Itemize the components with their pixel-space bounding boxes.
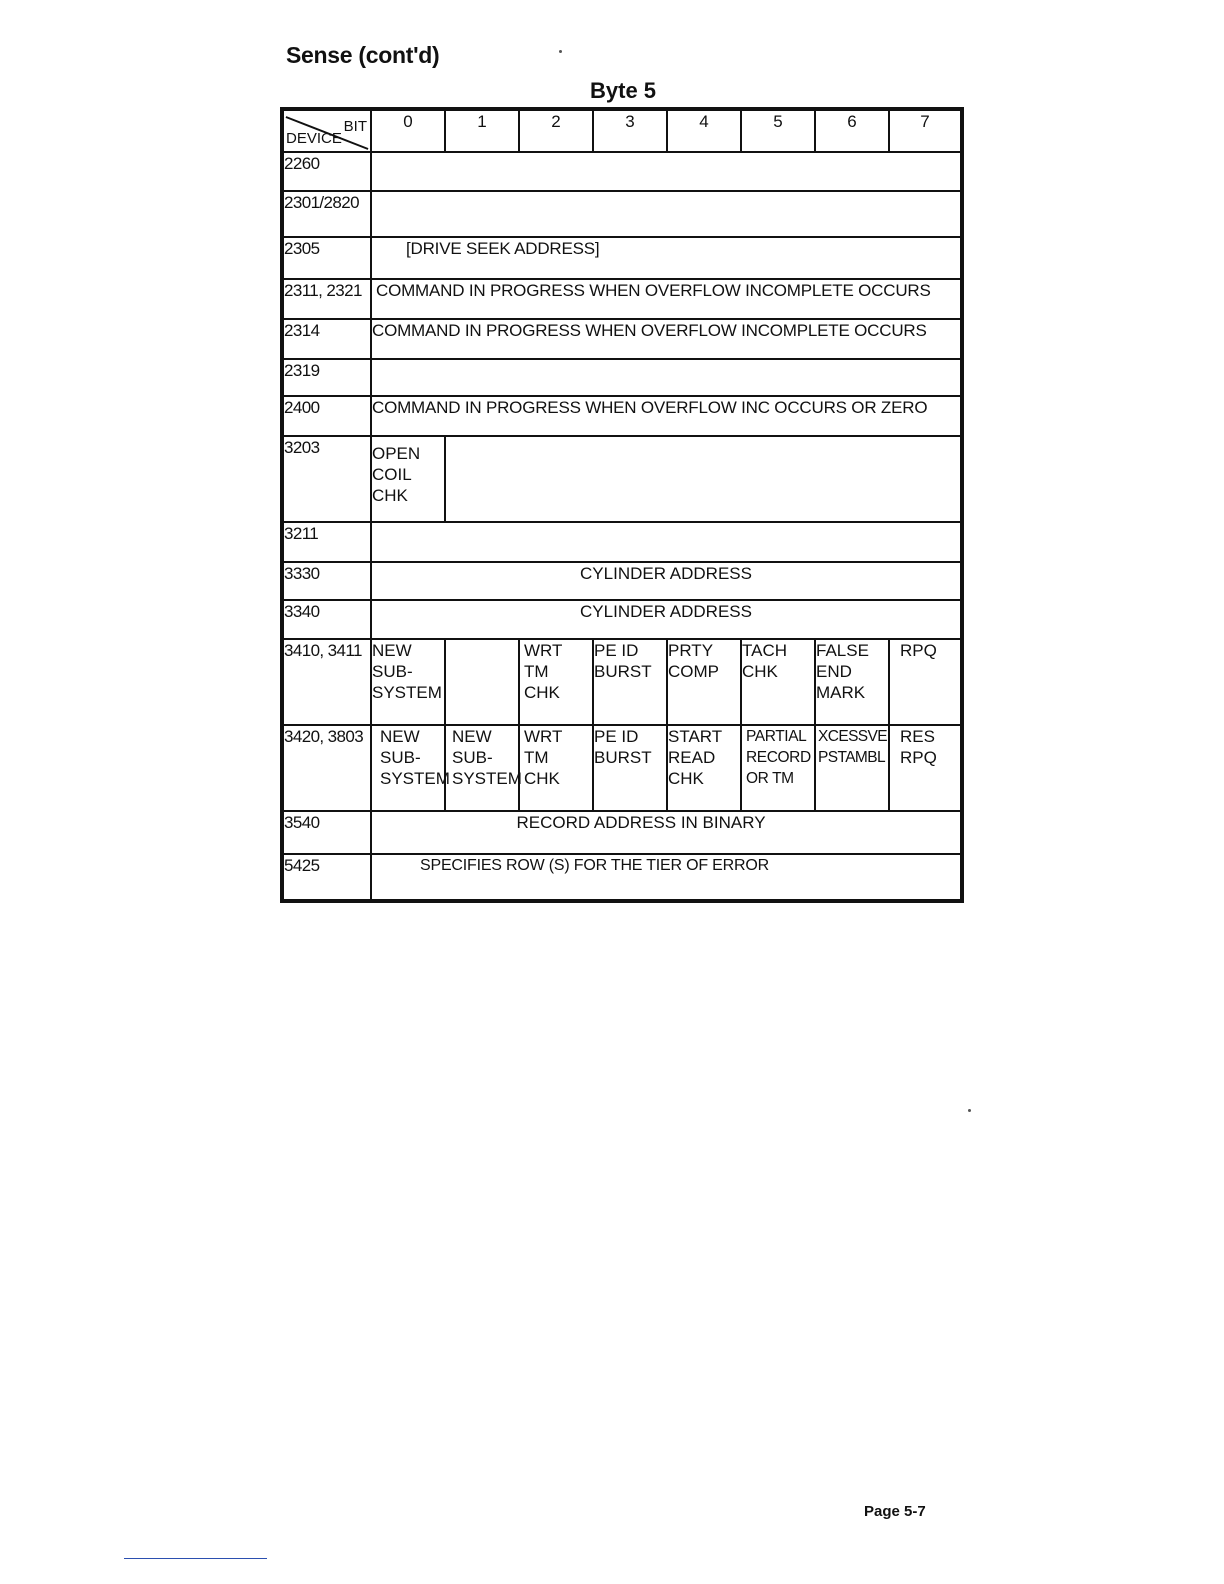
bit-header-3: 3 (593, 109, 667, 152)
bit-cell: PRTY COMP (667, 639, 741, 725)
bit-header-1: 1 (445, 109, 519, 152)
speck-mark (968, 1109, 971, 1112)
span-text-cell: COMMAND IN PROGRESS WHEN OVERFLOW INCOMPLETE OCCURS (371, 319, 962, 359)
bit-header-0: 0 (371, 109, 445, 152)
table-row (282, 725, 962, 811)
empty-span-cell (445, 436, 962, 522)
bit-cell: NEW SUB- SYSTEM (445, 725, 519, 811)
empty-span-cell (371, 522, 962, 562)
bit-header-2: 2 (519, 109, 593, 152)
footnote-rule (124, 1558, 267, 1559)
device-cell: 2311, 2321 (282, 279, 371, 319)
table-row (282, 279, 962, 319)
bit-cell: NEW SUB- SYSTEM (371, 725, 445, 811)
bit-header-6: 6 (815, 109, 889, 152)
table-row (282, 191, 962, 237)
device-cell: 5425 (282, 854, 371, 901)
device-cell: 2260 (282, 152, 371, 191)
table-row (282, 237, 962, 279)
page-number: Page 5-7 (864, 1503, 926, 1520)
bit-cell: WRT TM CHK (519, 725, 593, 811)
bit-label: BIT (343, 118, 367, 135)
table-row (282, 436, 962, 522)
device-cell: 3340 (282, 600, 371, 639)
span-text-cell: COMMAND IN PROGRESS WHEN OVERFLOW INCOMPLETE OCCURS (371, 279, 962, 319)
table-row (282, 854, 962, 901)
device-cell: 2314 (282, 319, 371, 359)
bit-cell: OPEN COIL CHK (371, 436, 445, 522)
table-row (282, 359, 962, 396)
device-cell: 2305 (282, 237, 371, 279)
bit-cell: XCESSVE PSTAMBL (815, 725, 889, 811)
bit-header-4: 4 (667, 109, 741, 152)
span-text-cell: [DRIVE SEEK ADDRESS] (371, 237, 962, 279)
span-text-cell: CYLINDER ADDRESS (371, 562, 962, 600)
bit-cell: RES RPQ (889, 725, 962, 811)
device-label: DEVICE (286, 130, 342, 147)
header-row (282, 109, 962, 152)
table-row (282, 639, 962, 725)
device-cell: 3203 (282, 436, 371, 522)
bit-cell: TACH CHK (741, 639, 815, 725)
device-cell: 2400 (282, 396, 371, 436)
sense-byte-table (280, 107, 964, 903)
empty-span-cell (371, 359, 962, 396)
bit-cell: PE ID BURST (593, 725, 667, 811)
table-row (282, 396, 962, 436)
bit-cell: RPQ (889, 639, 962, 725)
table-row (282, 600, 962, 639)
bit-cell: WRT TM CHK (519, 639, 593, 725)
section-title: Sense (cont'd) (286, 42, 440, 68)
span-text-cell: COMMAND IN PROGRESS WHEN OVERFLOW INC OCCURS OR ZERO (371, 396, 962, 436)
bit-cell: PARTIAL RECORD OR TM (741, 725, 815, 811)
table-row (282, 811, 962, 854)
table-row (282, 522, 962, 562)
bit-cell: FALSE END MARK (815, 639, 889, 725)
table-row (282, 152, 962, 191)
bit-header-7: 7 (889, 109, 962, 152)
device-cell: 3540 (282, 811, 371, 854)
bit-cell: PE ID BURST (593, 639, 667, 725)
byte-title: Byte 5 (590, 78, 657, 103)
bit-header-5: 5 (741, 109, 815, 152)
device-cell: 2319 (282, 359, 371, 396)
device-cell: 3330 (282, 562, 371, 600)
bit-cell: NEW SUB- SYSTEM (371, 639, 445, 725)
corner-cell (282, 109, 371, 152)
device-cell: 2301/2820 (282, 191, 371, 237)
span-text-cell: RECORD ADDRESS IN BINARY (371, 811, 962, 854)
table-row (282, 562, 962, 600)
device-cell: 3211 (282, 522, 371, 562)
bit-cell: START READ CHK (667, 725, 741, 811)
device-cell: 3410, 3411 (282, 639, 371, 725)
empty-span-cell (371, 191, 962, 237)
device-cell: 3420, 3803 (282, 725, 371, 811)
speck-mark (559, 50, 562, 53)
span-text-cell: CYLINDER ADDRESS (371, 600, 962, 639)
bit-cell (445, 639, 519, 725)
empty-span-cell (371, 152, 962, 191)
span-text-cell: SPECIFIES ROW (S) FOR THE TIER OF ERROR (371, 854, 962, 901)
table-row (282, 319, 962, 359)
